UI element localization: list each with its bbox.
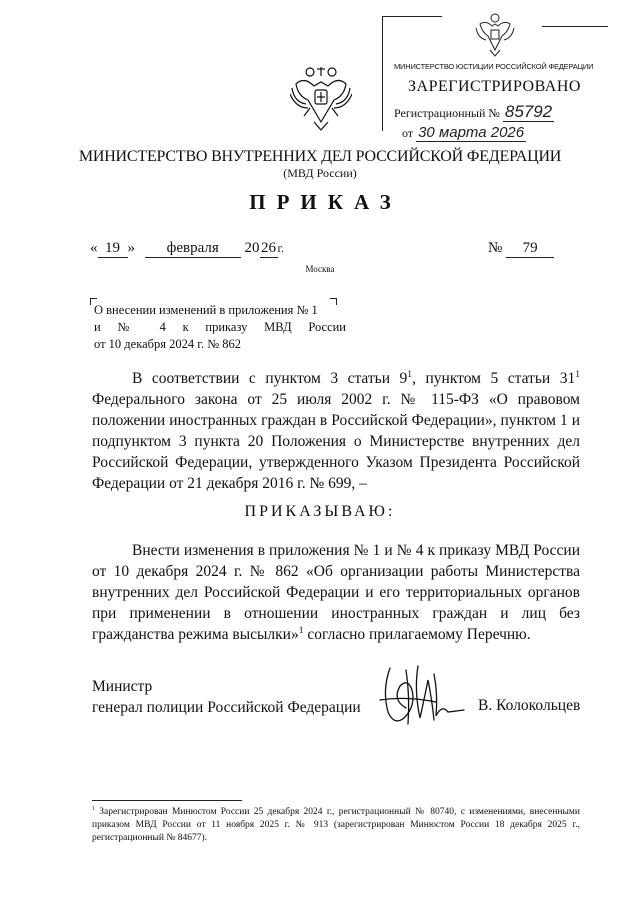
stamp-border (382, 16, 383, 131)
superscript: 1 (407, 368, 413, 380)
stamp-border (542, 26, 608, 27)
stamp-date-line (402, 124, 526, 141)
preamble-text: Федерального закона от 25 июля 2002 г. № 115-ФЗ «О правовом положении иностранных граждан в Российской Федерации», пунктом 1 и подпунктом 3 пункта 20 Положения о Министерстве внутренних дел Российской Федерации, утвержденного Указом Президента Российской Федерации от 21 декабря 2016 г. № 699, – (92, 391, 580, 492)
signatory-title-line: генерал полиции Российской Федерации (92, 699, 361, 716)
order-number-label: № (488, 240, 503, 256)
order-text: согласно прилагаемому Перечню. (303, 626, 531, 643)
preamble-text: , пунктом 5 статьи 31 (412, 370, 576, 387)
preamble-paragraph (92, 368, 580, 494)
date-day: 19 (98, 240, 128, 258)
date-year-unit: г. (277, 241, 285, 255)
footnote (92, 806, 580, 845)
order-number (488, 240, 554, 258)
stamp-registration-line (394, 102, 554, 122)
order-number-value: 79 (506, 240, 554, 258)
stamp-status: ЗАРЕГИСТРИРОВАНО (408, 78, 581, 95)
stamp-emblem-icon (472, 10, 518, 58)
order-subject (94, 302, 346, 353)
order-heading: ПРИКАЗЫВАЮ: (244, 503, 396, 520)
document-type-title: ПРИКАЗ (249, 190, 402, 214)
order-paragraph (92, 540, 580, 645)
stamp-reg-label: Регистрационный № (394, 106, 500, 120)
signatory-title (92, 676, 361, 718)
registration-stamp (382, 6, 608, 146)
order-date (90, 240, 284, 258)
footnote-text: Зарегистрирован Минюстом России 25 декабря 2024 г., регистрационный № 80740, с изменениями, внесенными приказом МВД России от 11 ноября 2025 г. № 913 (зарегистрирован Минюстом России 18 декабря 2025 г., регистрационный № 84677). (92, 807, 580, 843)
date-year-prefix: 20 (244, 240, 260, 256)
signatory-name: В. Колокольцев (478, 697, 581, 714)
city: Москва (305, 264, 335, 274)
subject-line: от 10 декабря 2024 г. № 862 (94, 337, 242, 351)
superscript: 1 (575, 368, 580, 380)
footnote-marker: 1 (298, 624, 304, 636)
stamp-reg-number: 85792 (504, 102, 553, 121)
footnote-divider (92, 800, 242, 801)
stamp-organization: МИНИСТЕРСТВО ЮСТИЦИИ РОССИЙСКОЙ ФЕДЕРАЦИИ (394, 62, 594, 71)
coat-of-arms-icon (290, 64, 352, 132)
preamble-text: В соответствии с пунктом 3 статьи 9 (132, 370, 408, 387)
date-close-quote: » (127, 240, 135, 256)
date-month: февраля (145, 240, 241, 258)
subject-line: О внесении изменений в приложения № 1 (94, 303, 318, 317)
stamp-date-value: 30 марта 2026 (418, 124, 525, 141)
date-year-suffix: 26 (261, 240, 276, 256)
stamp-border (382, 16, 442, 17)
stamp-date-label: от (402, 126, 414, 140)
ministry-name: МИНИСТЕРСТВО ВНУТРЕННИХ ДЕЛ РОССИЙСКОЙ ФЕДЕРАЦИИ (78, 148, 562, 165)
footnote-marker: 1 (92, 805, 95, 812)
signatory-title-line: Министр (92, 678, 153, 695)
subject-line: и № 4 к приказу МВД России (94, 320, 346, 334)
handwritten-signature-icon (376, 660, 468, 734)
ministry-short-name: (МВД России) (283, 166, 357, 180)
date-open-quote: « (90, 240, 98, 256)
order-text: Внести изменения в приложения № 1 и № 4 к приказу МВД России от 10 декабря 2024 г. № 862 «Об организации работы Министерства внутренних дел Российской Федерации и его территориальных органов при применении в отношении иностранных граждан и лиц без гражданства режима высылки» (92, 542, 580, 643)
